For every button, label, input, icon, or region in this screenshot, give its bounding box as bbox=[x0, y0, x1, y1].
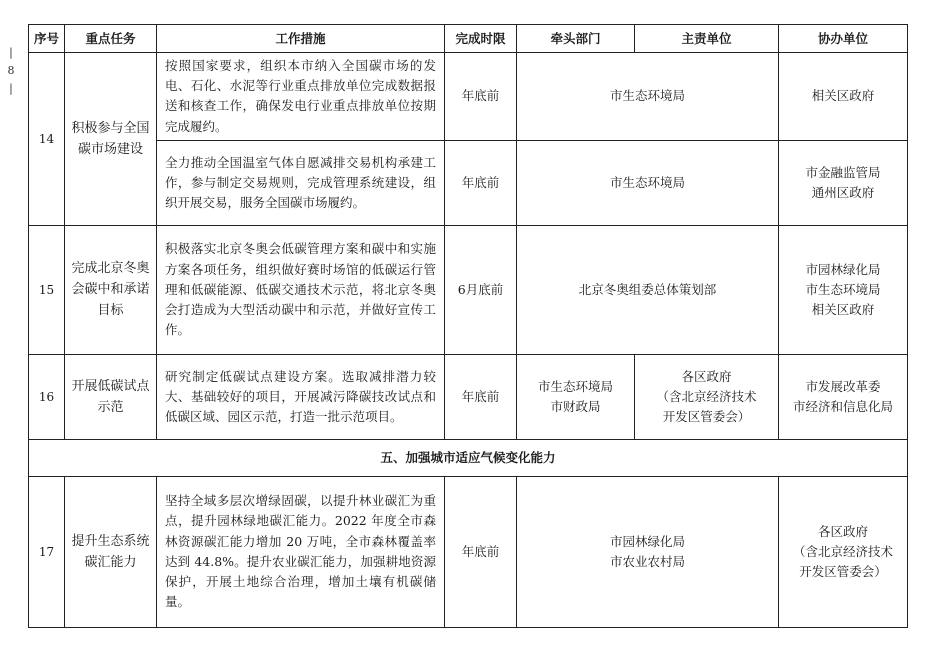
row-measure: 坚持全域多层次增绿固碳，以提升林业碳汇为重点，提升园林绿地碳汇能力。2022 年度全市森林资源碳汇能力增加 20 万吨，全市森林覆盖率达到 44.8%。提升农业碳汇能力，加强耕地资源保护，开展土地综合治理，增加土壤有机碳储量。 bbox=[157, 476, 445, 627]
page-number-marker: | 8 | bbox=[7, 46, 15, 95]
assist-unit: 各区政府 bbox=[817, 523, 868, 539]
table-row bbox=[29, 225, 908, 354]
row-seq: 17 bbox=[29, 476, 65, 627]
row-lead-main: 北京冬奥组委总体策划部 bbox=[517, 225, 779, 354]
row-deadline: 年底前 bbox=[445, 476, 517, 627]
assist-unit: （含北京经济技术 bbox=[792, 543, 893, 559]
assist-unit: 市生态环境局 bbox=[805, 281, 881, 297]
row-lead-main: 市生态环境局 bbox=[517, 53, 779, 141]
table-row bbox=[29, 140, 908, 225]
row-lead-main: 市生态环境局 bbox=[517, 140, 779, 225]
lead-unit: 市财政局 bbox=[550, 398, 601, 414]
header-seq: 序号 bbox=[29, 25, 65, 53]
main-unit: （含北京经济技术 bbox=[656, 388, 757, 404]
row-measure: 按照国家要求，组织本市纳入全国碳市场的发电、石化、水泥等行业重点排放单位完成数据报送和核查工作，确保发电行业重点排放单位按期完成履约。 bbox=[157, 53, 445, 141]
row-deadline: 年底前 bbox=[445, 53, 517, 141]
row-seq: 14 bbox=[29, 53, 65, 226]
row-measure: 全力推动全国温室气体自愿减排交易机构承建工作，参与制定交易规则，完成管理系统建设，组织开展交易，服务全国碳市场履约。 bbox=[157, 140, 445, 225]
assist-unit: 市发展改革委 bbox=[805, 378, 881, 394]
row-measure: 积极落实北京冬奥会低碳管理方案和碳中和实施方案各项任务，组织做好赛时场馆的低碳运行管理和低碳能源、低碳交通技术示范，将北京冬奥会打造成为大型活动碳中和示范，并做好宣传工作。 bbox=[157, 225, 445, 354]
row-deadline: 年底前 bbox=[445, 354, 517, 439]
assist-unit: 市金融监管局 bbox=[805, 164, 881, 180]
table-row bbox=[29, 354, 908, 439]
row-assist: 相关区政府 bbox=[779, 53, 908, 141]
header-task: 重点任务 bbox=[65, 25, 157, 53]
assist-unit: 市经济和信息化局 bbox=[792, 398, 893, 414]
row-seq: 15 bbox=[29, 225, 65, 354]
header-measure: 工作措施 bbox=[157, 25, 445, 53]
assist-unit: 开发区管委会） bbox=[799, 563, 887, 579]
row-measure: 研究制定低碳试点建设方案。选取减排潜力较大、基础较好的项目，开展减污降碳技改试点和低碳区域、园区示范，打造一批示范项目。 bbox=[157, 354, 445, 439]
assist-unit: 市园林绿化局 bbox=[805, 261, 881, 277]
row-assist bbox=[779, 140, 908, 225]
row-main bbox=[635, 354, 779, 439]
lead-unit: 市生态环境局 bbox=[537, 378, 613, 394]
row-lead-main bbox=[517, 476, 779, 627]
row-seq: 16 bbox=[29, 354, 65, 439]
main-unit: 开发区管委会） bbox=[662, 408, 751, 424]
task-table bbox=[28, 24, 908, 628]
table-row bbox=[29, 53, 908, 141]
table-row bbox=[29, 476, 908, 627]
row-assist bbox=[779, 476, 908, 627]
assist-unit: 通州区政府 bbox=[811, 184, 875, 200]
row-deadline: 年底前 bbox=[445, 140, 517, 225]
row-task: 开展低碳试点示范 bbox=[65, 354, 157, 439]
section-row bbox=[29, 439, 908, 476]
header-main-unit: 主责单位 bbox=[635, 25, 779, 53]
header-deadline: 完成时限 bbox=[445, 25, 517, 53]
header-assist-unit: 协办单位 bbox=[779, 25, 908, 53]
lead-unit: 市农业农村局 bbox=[609, 553, 685, 569]
row-assist bbox=[779, 354, 908, 439]
row-task: 积极参与全国碳市场建设 bbox=[65, 53, 157, 226]
row-assist bbox=[779, 225, 908, 354]
header-lead-dept: 牵头部门 bbox=[517, 25, 635, 53]
main-unit: 各区政府 bbox=[681, 368, 732, 384]
assist-unit: 相关区政府 bbox=[811, 301, 875, 317]
lead-unit: 市园林绿化局 bbox=[609, 533, 685, 549]
row-deadline: 6月底前 bbox=[445, 225, 517, 354]
row-task: 提升生态系统碳汇能力 bbox=[65, 476, 157, 627]
header-row bbox=[29, 25, 908, 53]
row-lead bbox=[517, 354, 635, 439]
section-title: 五、加强城市适应气候变化能力 bbox=[29, 439, 908, 476]
row-task: 完成北京冬奥会碳中和承诺目标 bbox=[65, 225, 157, 354]
